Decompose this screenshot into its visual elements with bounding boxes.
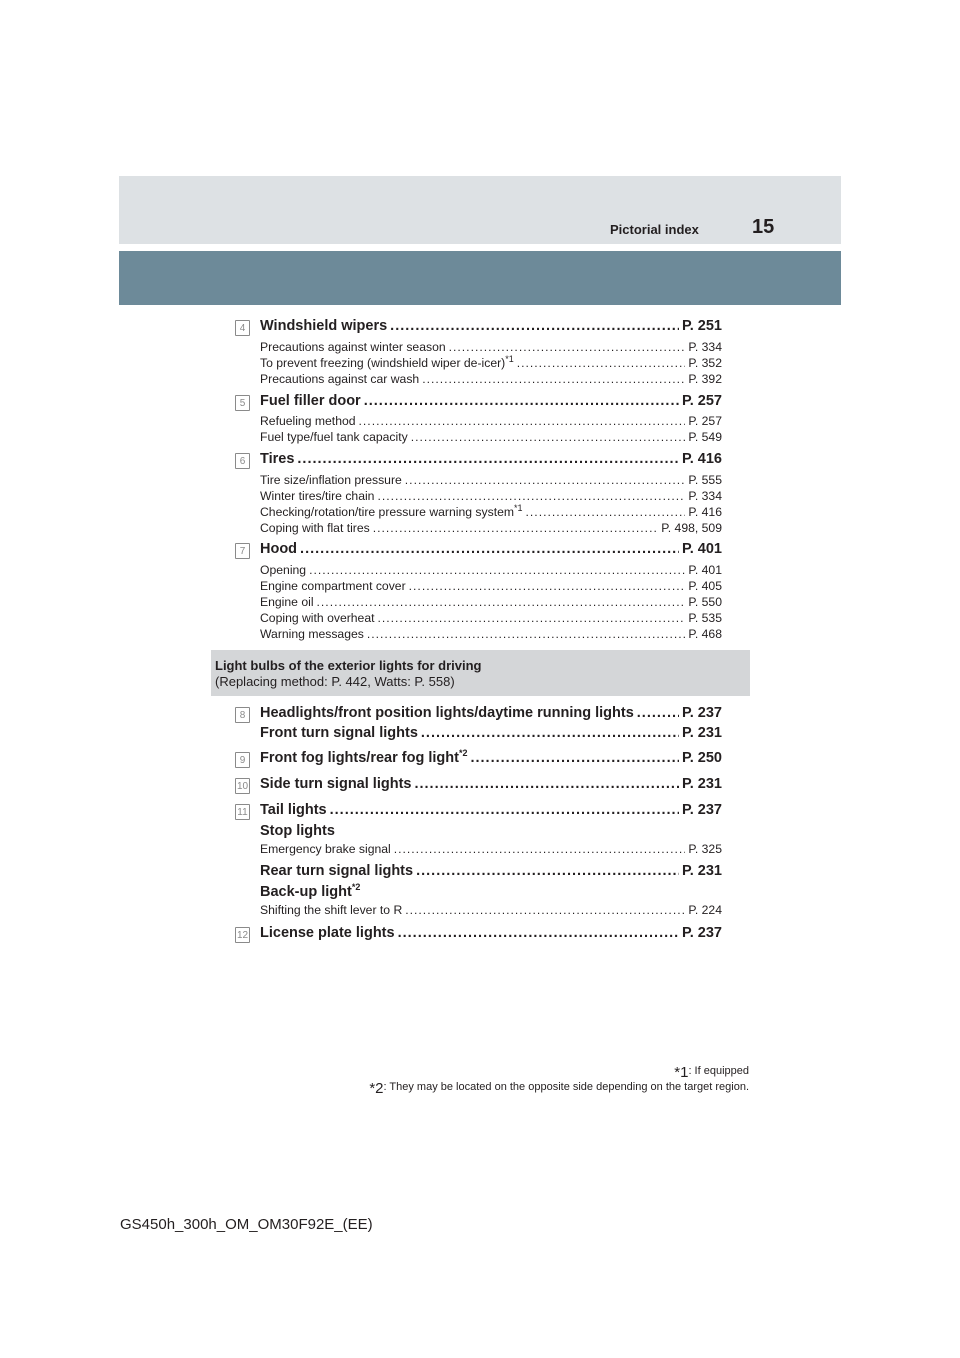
entry-back-up-light[interactable]: Back-up light$^{*2}$: [260, 882, 361, 900]
sub-entry[interactable]: Winter tires/tire chain ..... P. 334: [260, 489, 722, 505]
sub-entry[interactable]: Warning messages ..... P. 468: [260, 627, 722, 643]
sub-entry[interactable]: Fuel type/fuel tank capacity ..... P. 549: [260, 430, 722, 446]
page-number: 15: [752, 216, 775, 238]
entry-title[interactable]: Fuel filler door ..... P. 257: [260, 393, 722, 413]
callout-number-4: 4: [235, 320, 250, 336]
document-footer: GS450h_300h_OM_OM30F92E_(EE): [120, 1216, 373, 1233]
entry-stop-lights[interactable]: Stop lights: [260, 823, 335, 839]
sub-entry[interactable]: Precautions against car wash ..... P. 392: [260, 372, 722, 388]
light-bulbs-title: Light bulbs of the exterior lights for driving: [215, 658, 482, 673]
sub-entry[interactable]: Refueling method ..... P. 257: [260, 414, 722, 430]
callout-number-11: 11: [235, 804, 250, 820]
callout-number-6: 6: [235, 453, 250, 469]
sub-entry[interactable]: Checking/rotation/tire pressure warning system$^{*1}$ ..... P. 416: [260, 505, 722, 521]
sub-entry[interactable]: Emergency brake signal ..... P. 325: [260, 842, 722, 858]
light-bulbs-subtitle: (Replacing method: P. 442, Watts: P. 558): [215, 674, 455, 689]
light-bulbs-box: [211, 650, 750, 696]
header-title: Pictorial index: [610, 222, 699, 237]
sub-entry[interactable]: To prevent freezing (windshield wiper de-icer)$^{*1}$ ..... P. 352: [260, 356, 722, 372]
header-top-band: [119, 176, 841, 244]
entry-title[interactable]: Tires ..... P. 416: [260, 451, 722, 471]
header-color-bar: [119, 251, 841, 305]
sub-entry[interactable]: Coping with flat tires ..... P. 498, 509: [260, 521, 722, 537]
entry-fog-lights[interactable]: Front fog lights/rear fog light$^{*2}$ ..... P. 250: [260, 750, 722, 770]
callout-number-8: 8: [235, 707, 250, 723]
footnote-2: *2: They may be located on the opposite side depending on the target region.: [369, 1080, 749, 1097]
entry-tail-lights[interactable]: Tail lights ..... P. 237: [260, 802, 722, 822]
footnote-1: *1: If equipped: [674, 1064, 749, 1081]
sub-entry[interactable]: Coping with overheat ..... P. 535: [260, 611, 722, 627]
callout-number-10: 10: [235, 778, 250, 794]
entry-license-plate-lights[interactable]: License plate lights ..... P. 237: [260, 925, 722, 945]
sub-entry[interactable]: Opening ..... P. 401: [260, 563, 722, 579]
entry-title[interactable]: Hood ..... P. 401: [260, 541, 722, 561]
entry-front-turn-signal[interactable]: Front turn signal lights ..... P. 231: [260, 725, 722, 745]
entry-rear-turn-signal[interactable]: Rear turn signal lights ..... P. 231: [260, 863, 722, 883]
page-ref: P. 251: [681, 318, 722, 334]
sub-entry[interactable]: Tire size/inflation pressure ..... P. 555: [260, 473, 722, 489]
callout-number-9: 9: [235, 752, 250, 768]
sub-entry[interactable]: Precautions against winter season ..... P. 334: [260, 340, 722, 356]
sub-entry[interactable]: Engine oil ..... P. 550: [260, 595, 722, 611]
callout-number-5: 5: [235, 395, 250, 411]
sub-entry[interactable]: Shifting the shift lever to R ..... P. 224: [260, 903, 722, 919]
entry-label: Windshield wipers: [260, 318, 388, 334]
entry-title[interactable]: [260, 318, 722, 338]
entry-headlights[interactable]: Headlights/front position lights/daytime running lights ..... P. 237: [260, 705, 722, 725]
entry-side-turn-signal[interactable]: Side turn signal lights ..... P. 231: [260, 776, 722, 796]
sub-entry[interactable]: Engine compartment cover ..... P. 405: [260, 579, 722, 595]
callout-number-12: 12: [235, 927, 250, 943]
callout-number-7: 7: [235, 543, 250, 559]
